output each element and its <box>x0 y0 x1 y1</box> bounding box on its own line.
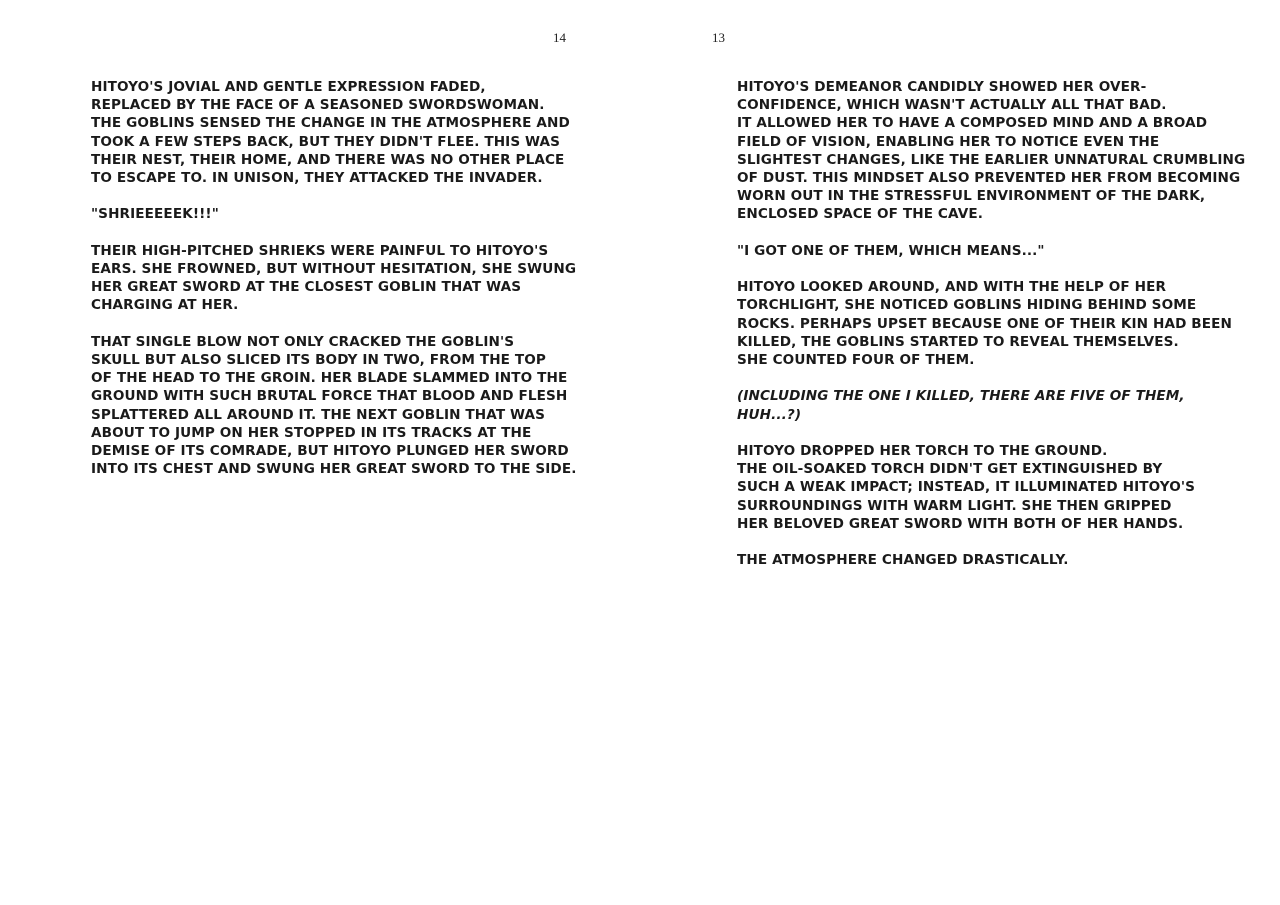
text-line: OF THE HEAD TO THE GROIN. HER BLADE SLAMMED INTO THE <box>91 370 568 387</box>
paragraph <box>711 551 1251 569</box>
text-line: CHARGING AT HER. <box>91 297 239 314</box>
page-number: 14 <box>553 30 566 45</box>
thought-paragraph <box>711 387 1251 423</box>
text-line: THE OIL-SOAKED TORCH DIDN'T GET EXTINGUISHED BY <box>737 461 1163 478</box>
text-line: HER BELOVED GREAT SWORD WITH BOTH OF HER HANDS. <box>737 515 1184 532</box>
text-line: TORCHLIGHT, SHE NOTICED GOBLINS HIDING BEHIND SOME <box>737 297 1197 314</box>
paragraph <box>65 333 585 479</box>
text-line: OF DUST. THIS MINDSET ALSO PREVENTED HER FROM BECOMING <box>737 170 1241 187</box>
text-line: DEMISE OF ITS COMRADE, BUT HITOYO PLUNGED HER SWORD <box>91 443 569 460</box>
paragraph <box>65 242 585 315</box>
text-line: REPLACED BY THE FACE OF A SEASONED SWORDSWOMAN. <box>91 97 545 114</box>
text-line: HUH...?) <box>737 406 802 423</box>
text-line: THE ATMOSPHERE CHANGED DRASTICALLY. <box>737 552 1069 569</box>
text-line: TO ESCAPE TO. IN UNISON, THEY ATTACKED THE INVADER. <box>91 170 543 187</box>
text-line: THEIR HIGH-PITCHED SHRIEKS WERE PAINFUL TO HITOYO'S <box>91 242 549 259</box>
paragraph <box>65 205 585 223</box>
text-line: GROUND WITH SUCH BRUTAL FORCE THAT BLOOD AND FLESH <box>91 388 568 405</box>
paragraph <box>711 242 1251 260</box>
text-line: THAT SINGLE BLOW NOT ONLY CRACKED THE GOBLIN'S <box>91 333 515 350</box>
page-text <box>711 78 1251 588</box>
text-line: SURROUNDINGS WITH WARM LIGHT. SHE THEN GRIPPED <box>737 497 1172 514</box>
paragraph <box>65 78 585 187</box>
paragraph <box>711 278 1251 369</box>
text-line: IT ALLOWED HER TO HAVE A COMPOSED MIND AND A BROAD <box>737 115 1208 132</box>
text-line: INTO ITS CHEST AND SWUNG HER GREAT SWORD TO THE SIDE. <box>91 461 577 478</box>
text-line: ABOUT TO JUMP ON HER STOPPED IN ITS TRACKS AT THE <box>91 424 532 441</box>
text-line: SLIGHTEST CHANGES, LIKE THE EARLIER UNNATURAL CRUMBLING <box>737 151 1246 168</box>
right-page <box>640 0 1280 905</box>
text-line: "SHRIEEEEEK!!!" <box>91 206 219 223</box>
text-line: SPLATTERED ALL AROUND IT. THE NEXT GOBLIN THAT WAS <box>91 406 546 423</box>
text-line: FIELD OF VISION, ENABLING HER TO NOTICE EVEN THE <box>737 133 1160 150</box>
paragraph <box>711 442 1251 533</box>
text-line: HITOYO'S DEMEANOR CANDIDLY SHOWED HER OVER- <box>737 79 1147 95</box>
text-line: EARS. SHE FROWNED, BUT WITHOUT HESITATION, SHE SWUNG <box>91 261 577 277</box>
page-number: 13 <box>712 30 725 45</box>
text-line: SHE COUNTED FOUR OF THEM. <box>737 352 975 369</box>
paragraph <box>711 78 1251 224</box>
text-line: ROCKS. PERHAPS UPSET BECAUSE ONE OF THEIR KIN HAD BEEN <box>737 315 1233 332</box>
text-line: KILLED, THE GOBLINS STARTED TO REVEAL THEMSELVES. <box>737 333 1179 350</box>
text-line: HER GREAT SWORD AT THE CLOSEST GOBLIN THAT WAS <box>91 279 522 296</box>
text-line: TOOK A FEW STEPS BACK, BUT THEY DIDN'T FLEE. THIS WAS <box>91 133 561 150</box>
text-line: HITOYO DROPPED HER TORCH TO THE GROUND. <box>737 443 1108 459</box>
text-line: THE GOBLINS SENSED THE CHANGE IN THE ATMOSPHERE AND <box>91 115 570 132</box>
text-line: (INCLUDING THE ONE I KILLED, THERE ARE FIVE OF THEM, <box>737 388 1185 405</box>
text-line: SKULL BUT ALSO SLICED ITS BODY IN TWO, FROM THE TOP <box>91 352 546 368</box>
text-line: ENCLOSED SPACE OF THE CAVE. <box>737 206 983 223</box>
text-line: CONFIDENCE, WHICH WASN'T ACTUALLY ALL THAT BAD. <box>737 97 1167 114</box>
text-line: "I GOT ONE OF THEM, WHICH MEANS..." <box>737 242 1045 259</box>
text-line: WORN OUT IN THE STRESSFUL ENVIRONMENT OF THE DARK, <box>737 188 1206 205</box>
text-line: SUCH A WEAK IMPACT; INSTEAD, IT ILLUMINATED HITOYO'S <box>737 479 1196 496</box>
text-line: THEIR NEST, THEIR HOME, AND THERE WAS NO OTHER PLACE <box>91 151 565 168</box>
page-text <box>65 78 585 497</box>
text-line: HITOYO LOOKED AROUND, AND WITH THE HELP OF HER <box>737 279 1167 296</box>
text-line: HITOYO'S JOVIAL AND GENTLE EXPRESSION FADED, <box>91 79 486 95</box>
